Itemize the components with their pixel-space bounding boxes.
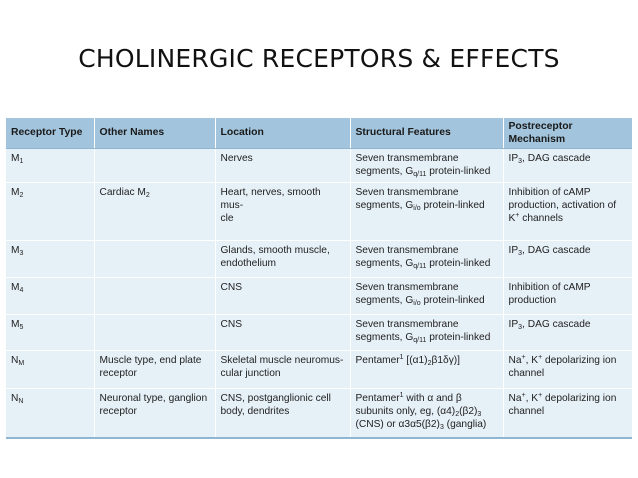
table-row <box>6 314 632 350</box>
cell-receptor: $M_2$ <box>6 182 94 240</box>
cell-mechanism: Inhibition of cAMP production, activation of K+ channels <box>503 182 632 240</box>
cell-structure: Seven transmembrane segments, $G_{i/o}$ protein-linked <box>350 277 503 314</box>
cell-structure: Seven transmembrane segments, $G_{q/11}$ protein-linked <box>350 240 503 277</box>
cell-mechanism: Na+, K+ depolarizing ion channel <box>503 350 632 388</box>
cell-mechanism: Inhibition of cAMP production <box>503 277 632 314</box>
cell-receptor: $M_4$ <box>6 277 94 314</box>
cell-receptor: $N_M$ <box>6 350 94 388</box>
cell-receptor: $M_1$ <box>6 148 94 182</box>
cell-other-names <box>94 148 215 182</box>
cell-other-names: Muscle type, end plate receptor <box>94 350 215 388</box>
cell-receptor: $M_5$ <box>6 314 94 350</box>
table-row <box>6 240 632 277</box>
cell-structure: Seven transmembrane segments, $G_{i/o}$ protein-linked <box>350 182 503 240</box>
header-structural-features: Structural Features <box>350 118 503 148</box>
cell-other-names <box>94 277 215 314</box>
cell-location: Nerves <box>215 148 350 182</box>
header-location: Location <box>215 118 350 148</box>
cell-mechanism: $IP_3$, DAG cascade <box>503 240 632 277</box>
cell-structure: Seven transmembrane segments, $G_{q/11}$ protein-linked <box>350 314 503 350</box>
table-row <box>6 277 632 314</box>
cell-structure: Seven transmembrane segments, $G_{q/11}$ protein-linked <box>350 148 503 182</box>
cell-location: Skeletal muscle neuromus- cular junction <box>215 350 350 388</box>
cell-receptor: $M_3$ <box>6 240 94 277</box>
cell-other-names: Cardiac $M_2$ <box>94 182 215 240</box>
slide-title: CHOLINERGIC RECEPTORS & EFFECTS <box>78 44 560 73</box>
cell-location: CNS <box>215 314 350 350</box>
table-header-row <box>6 118 632 148</box>
header-other-names: Other Names <box>94 118 215 148</box>
cell-other-names <box>94 240 215 277</box>
cell-other-names <box>94 314 215 350</box>
cell-structure: Pentamer$^1$ $[(\alpha 1)_2\beta 1\delta\gamma)$] <box>350 350 503 388</box>
table-row <box>6 350 632 388</box>
cell-receptor: $N_N$ <box>6 388 94 438</box>
receptor-table <box>6 118 632 439</box>
cell-location: Heart, nerves, smooth mus- cle <box>215 182 350 240</box>
table-row <box>6 182 632 240</box>
cell-mechanism: $IP_3$, DAG cascade <box>503 314 632 350</box>
cell-location: Glands, smooth muscle, endothelium <box>215 240 350 277</box>
table-row <box>6 148 632 182</box>
cell-location: CNS <box>215 277 350 314</box>
cell-structure: Pentamer$^1$ with α and β subunits only, eg, $(\alpha 4)_2(\beta 2)_3$ (CNS) or $\alpha 3\alpha 5(\beta 2)_3$ (ganglia) <box>350 388 503 438</box>
cell-mechanism: Na+, K+ depolarizing ion channel <box>503 388 632 438</box>
header-postreceptor-mechanism: Postreceptor Mechanism <box>503 118 632 148</box>
table-row <box>6 388 632 438</box>
cell-other-names: Neuronal type, ganglion receptor <box>94 388 215 438</box>
header-receptor-type: Receptor Type <box>6 118 94 148</box>
cell-mechanism: $IP_3$, DAG cascade <box>503 148 632 182</box>
cell-location: CNS, postganglionic cell body, dendrites <box>215 388 350 438</box>
